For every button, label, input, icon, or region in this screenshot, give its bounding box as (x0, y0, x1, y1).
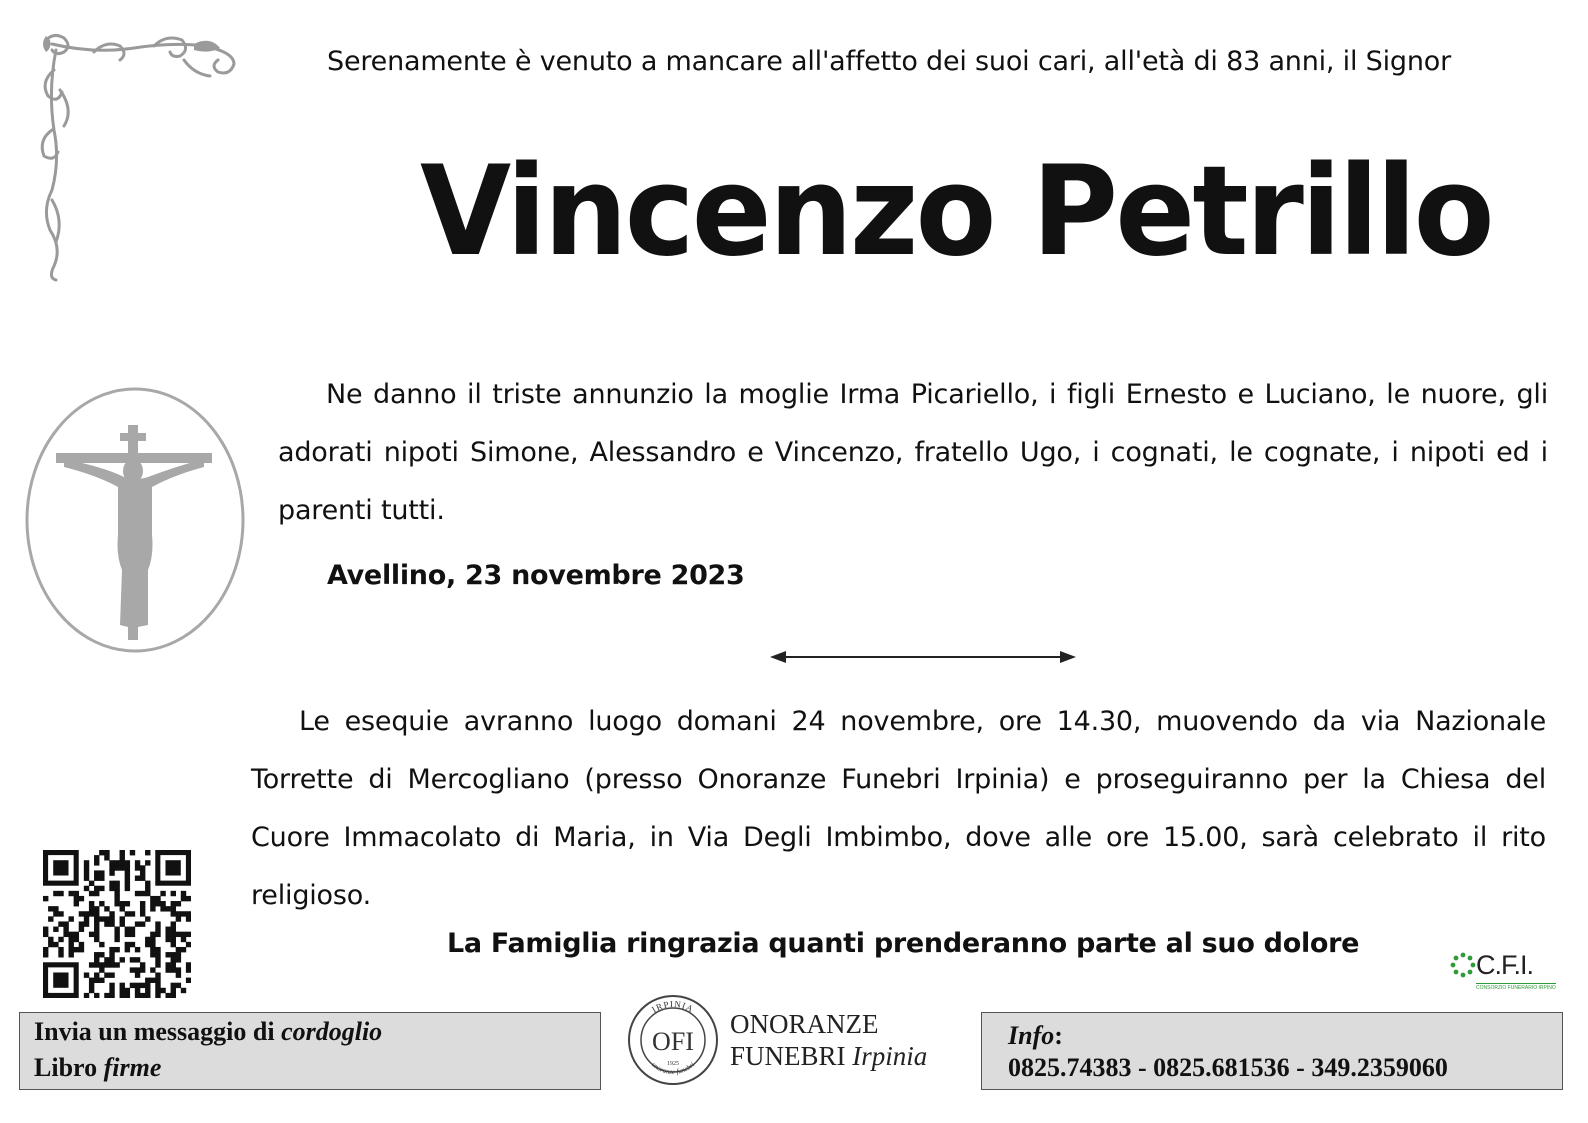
info-box (981, 1012, 1563, 1090)
intro-text: Serenamente è venuto a mancare all'affetto dei suoi cari, all'età di 83 anni, il Signor (327, 46, 1451, 77)
qr-code-icon[interactable] (43, 850, 191, 998)
double-arrow-divider-icon (768, 647, 1078, 667)
deceased-name: Vincenzo Petrillo (420, 140, 1492, 284)
svg-text:IRPINIA: IRPINIA (649, 998, 696, 1015)
info-label: Info: (1008, 1021, 1063, 1050)
info-phones[interactable]: 0825.74383 - 0825.681536 - 349.2359060 (1008, 1053, 1448, 1082)
cfi-logo-icon (1450, 952, 1476, 982)
announcement-paragraph: Ne danno il triste annunzio la moglie Irma Picariello, i figli Ernesto e Luciano, le nuore, gli adorati nipoti Simone, Alessandro e Vincenzo, fratello Ugo, i cognati, le cognate, i nipoti ed i parenti tutti. (278, 379, 1548, 526)
funeral-home-name (730, 1008, 927, 1072)
funeral-home-line1: ONORANZE (730, 1009, 879, 1039)
seal-logo-icon (626, 993, 720, 1087)
send-condolence-link[interactable]: Invia un messaggio di cordoglio (34, 1017, 383, 1046)
svg-text:onoranze funebri: onoranze funebri (649, 1060, 697, 1077)
crucifix-icon (24, 385, 246, 655)
svg-text:OFI: OFI (652, 1027, 694, 1056)
guestbook-link[interactable]: Libro firme (34, 1053, 162, 1082)
funeral-home-line2: FUNEBRI Irpinia (730, 1041, 928, 1071)
svg-text:1925: 1925 (667, 1061, 679, 1067)
cfi-logo-subtext: CONSORZIO FUNERARIO IRPINO (1476, 985, 1556, 991)
cfi-logo-text: C.F.I. (1476, 950, 1534, 980)
condolence-message-box[interactable] (19, 1012, 601, 1090)
family-thanks: La Famiglia ringrazia quanti prenderanno parte al suo dolore (447, 928, 1360, 959)
cfi-logo (1450, 950, 1556, 996)
funeral-details-paragraph: Le esequie avranno luogo domani 24 novembre, ore 14.30, muovendo da via Nazionale Torrette di Mercogliano (presso Onoranze Funebri Irpinia) e proseguiranno per la Chiesa del Cuore Immacolato di Maria, in Via Degli Imbimbo, dove alle ore 15.00, sarà celebrato il rito religioso. (251, 706, 1546, 911)
place-date: Avellino, 23 novembre 2023 (327, 560, 745, 591)
corner-ornament-icon (34, 30, 244, 285)
